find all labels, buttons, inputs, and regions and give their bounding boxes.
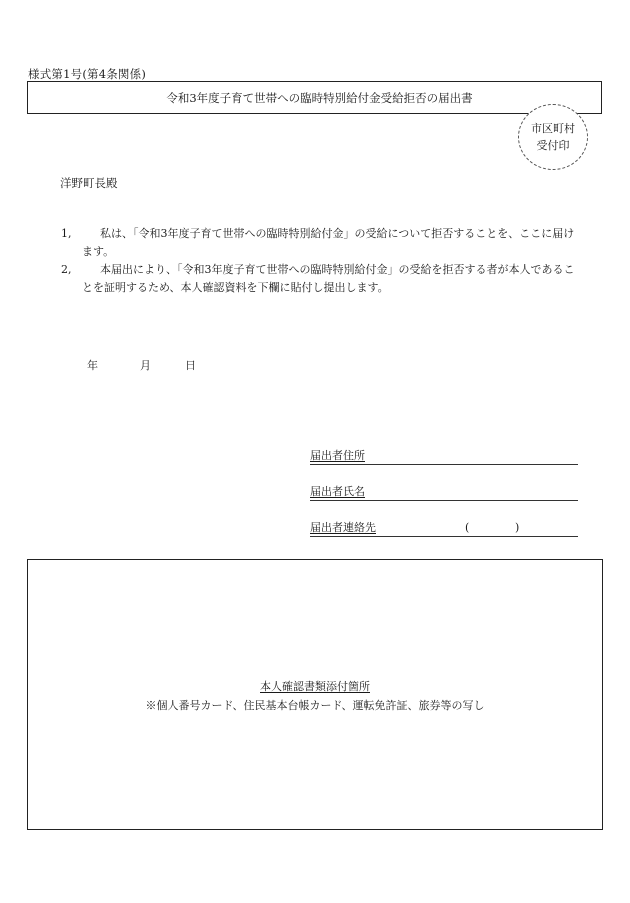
contact-field[interactable] [310, 521, 578, 537]
contact-paren-open: ( [465, 521, 470, 534]
date-row [87, 357, 196, 373]
date-day-label: 日 [185, 359, 196, 372]
contact-label: 届出者連絡先 [310, 521, 376, 534]
address-label: 届出者住所 [310, 449, 365, 462]
address-field[interactable] [310, 449, 578, 465]
attachment-title: 本人確認書類添付箇所 [260, 680, 370, 693]
clause-2 [61, 261, 581, 297]
stamp-label-line2: 受付印 [536, 139, 570, 152]
clause-number: 2, [61, 263, 72, 276]
document-title-box [27, 81, 602, 114]
date-month-label: 月 [140, 359, 151, 372]
name-field[interactable] [310, 485, 578, 501]
name-label: 届出者氏名 [310, 485, 365, 498]
reception-stamp-area [518, 104, 588, 170]
document-title: 令和3年度子育て世帯への臨時特別給付金受給拒否の届出書 [166, 90, 473, 105]
form-number: 様式第1号(第4条関係) [28, 67, 147, 81]
id-document-attachment-box [27, 559, 603, 830]
attachment-note: ※個人番号カード、住民基本台帳カード、運転免許証、旅券等の写し [145, 699, 485, 712]
addressee: 洋野町長殿 [60, 176, 118, 190]
clause-number: 1, [61, 227, 72, 240]
stamp-label-line1: 市区町村 [531, 122, 575, 135]
attachment-title-row [28, 678, 602, 694]
clause-text: 本届出により、「令和3年度子育て世帯への臨時特別給付金」の受給を拒否する者が本人であることを証明するため、本人確認資料を下欄に貼付し提出します。 [82, 263, 575, 294]
clause-text: 私は、「令和3年度子育て世帯への臨時特別給付金」の受給について拒否することを、ここに届けます。 [82, 227, 575, 258]
clauses [61, 225, 581, 297]
date-year-label: 年 [87, 359, 98, 372]
clause-1 [61, 225, 581, 261]
contact-paren-close: ) [515, 521, 520, 534]
